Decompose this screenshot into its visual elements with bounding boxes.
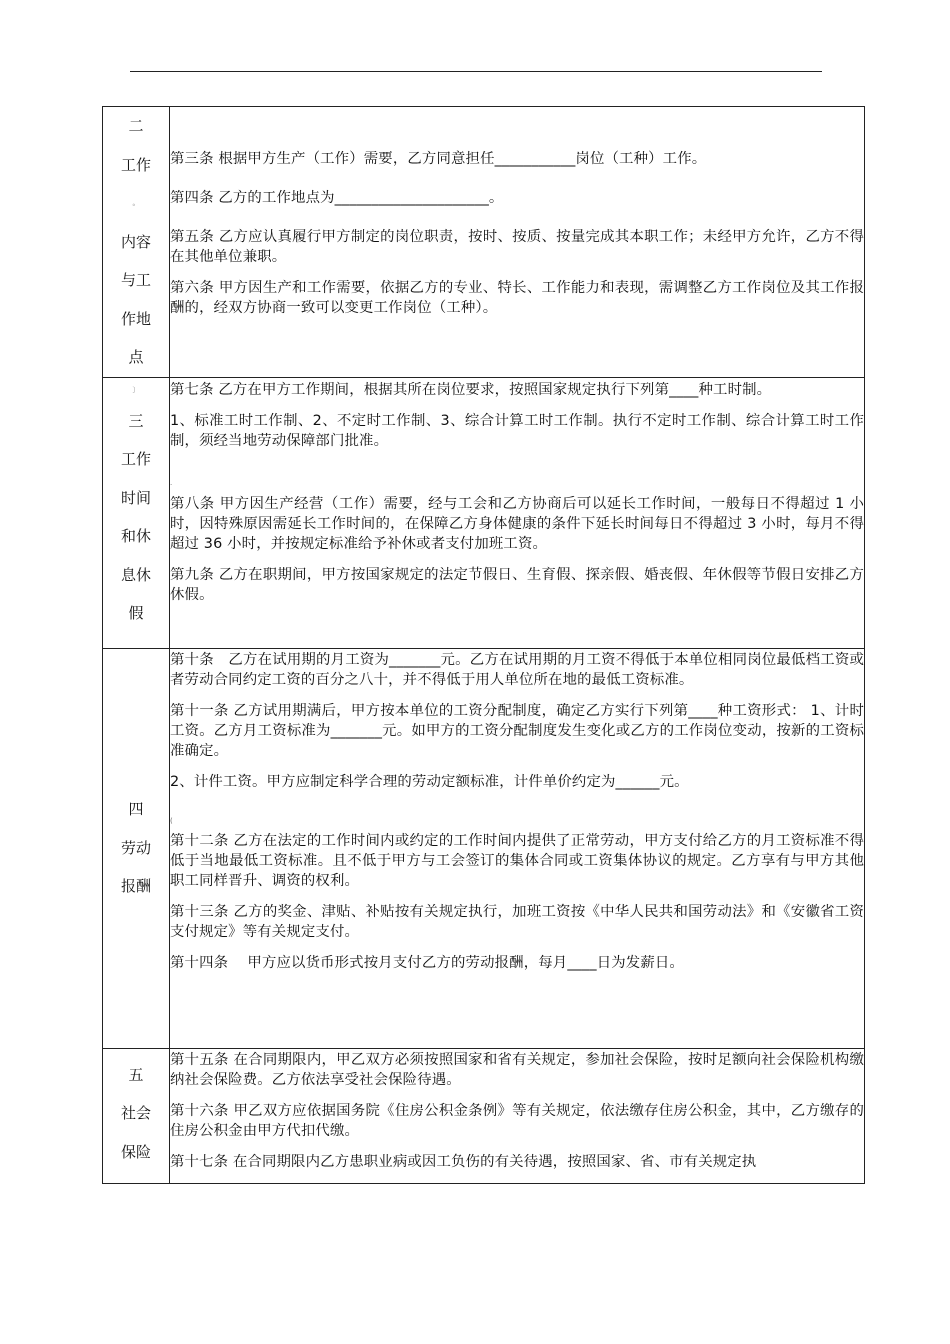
section-label-cell [103,107,170,378]
stray-mark: ( [170,816,173,825]
section-body-cell [170,107,865,378]
clause-7-options: 1、标准工时工作制、2、不定时工作制、3、综合计算工时工作制。执行不定时工作制、综合计算工时工作制，须经当地劳动保障部门批准。 [170,412,864,449]
clause-3: 第三条 根据甲方生产（工作）需要，乙方同意担任___________岗位（工种）工作。 [170,151,707,167]
clause-5: 第五条 乙方应认真履行甲方制定的岗位职责，按时、按质、按量完成其本职工作；未经甲方允许，乙方不得在其他单位兼职。 [170,229,864,265]
section-row-social-insurance [103,1048,865,1183]
clause-11: 第十一条 乙方试用期满后，甲方按本单位的工资分配制度，确定乙方实行下列第____种工资形式： 1、计时工资。乙方月工资标准为_______元。如甲方的工资分配制度发生变化或乙方的工作岗位变动，按新的工资标准确定。 [170,702,864,759]
section-body-cell [170,648,865,1048]
section-label-line: 五 [128,1065,144,1084]
section-label-line: 息休 [120,565,151,584]
clause-7: 第七条 乙方在甲方工作期间，根据其所在岗位要求，按照国家规定执行下列第____种工时制。 [170,381,772,398]
stray-mark: · [170,480,173,489]
section-label-line: 与工 [120,271,151,289]
section-label-line: 和休 [120,527,151,545]
clause-4: 第四条 乙方的工作地点为_____________________。 [170,190,504,206]
section-row-work-content [103,107,865,378]
clause-17: 第十七条 在合同期限内乙方患职业病或因工负伤的有关待遇，按照国家、省、市有关规定执 [170,1153,757,1170]
section-row-remuneration [103,648,865,1048]
section-label-line: 假 [128,604,144,622]
clause-14: 第十四条 甲方应以货币形式按月支付乙方的劳动报酬，每月____日为发薪日。 [170,954,684,971]
section-label-line: 内容 [120,232,151,251]
clause-13: 第十三条 乙方的奖金、津贴、补贴按有关规定执行，加班工资按《中华人民共和国劳动法》和《安徽省工资支付规定》等有关规定支付。 [170,903,864,940]
section-body-cell [170,1048,865,1183]
section-label-line: 三 [128,411,144,430]
clause-8: 第八条 甲方因生产经营（工作）需要，经与工会和乙方协商后可以延长工作时间，一般每日不得超过 1 小时，因特殊原因需延长工作时间的，在保障乙方身体健康的条件下延长时间每日不得超过 3 小时，每月不得超过 36 小时，并按规定标准给予补休或者支付加班工资。 [170,495,864,552]
section-label-line: 报酬 [120,877,151,896]
section-label-line: 工作 [120,450,151,468]
section-body-cell [170,377,865,648]
section-label-cell [103,377,170,648]
section-label-line: 保险 [120,1142,151,1161]
section-label-line: 。 [132,199,140,207]
section-label-line: 四 [128,800,144,819]
section-label-line: 二 [128,117,144,135]
section-label-cell [103,648,170,1048]
clause-6: 第六条 甲方因生产和工作需要，依据乙方的专业、特长、工作能力和表现，需调整乙方工作岗位及其工作报酬的，经双方协商一致可以变更工作岗位（工种）。 [170,280,864,316]
section-label-cell [103,1048,170,1183]
clause-9: 第九条 乙方在职期间，甲方按国家规定的法定节假日、生育假、探亲假、婚丧假、年休假等节假日安排乙方休假。 [170,566,864,603]
section-label-line: 时间 [120,488,151,507]
clause-10: 第十条 乙方在试用期的月工资为_______元。乙方在试用期的月工资不得低于本单位相同岗位最低档工资或者劳动合同约定工资的百分之八十，并不得低于用人单位所在地的最低工资标准。 [170,651,864,688]
clause-16: 第十六条 甲乙双方应依据国务院《住房公积金条例》等有关规定，依法缴存住房公积金，其中，乙方缴存的住房公积金由甲方代扣代缴。 [170,1102,864,1139]
clause-15: 第十五条 在合同期限内，甲乙双方必须按照国家和省有关规定，参加社会保险，按时足额向社会保险机构缴纳社会保险费。乙方依法享受社会保险待遇。 [170,1051,864,1088]
section-row-working-hours [103,377,865,648]
section-label-line: 工作 [120,155,151,174]
header-rule [130,71,822,72]
section-label-line: 〕 [132,385,140,394]
contract-table [102,106,865,1184]
clause-12: 第十二条 乙方在法定的工作时间内或约定的工作时间内提供了正常劳动，甲方支付给乙方的月工资标准不得低于当地最低工资标准。且不低于甲方与工会签订的集体合同或工资集体协议的规定。乙方享有与甲方其他职工同样晋升、调资的权利。 [170,832,864,889]
section-label-line: 劳动 [120,838,151,857]
section-label-line: 社会 [120,1104,151,1122]
section-label-line: 作地 [120,309,151,328]
clause-11-piecework: 2、计件工资。甲方应制定科学合理的劳动定额标准，计件单价约定为______元。 [170,773,689,790]
section-label-line: 点 [128,348,144,366]
